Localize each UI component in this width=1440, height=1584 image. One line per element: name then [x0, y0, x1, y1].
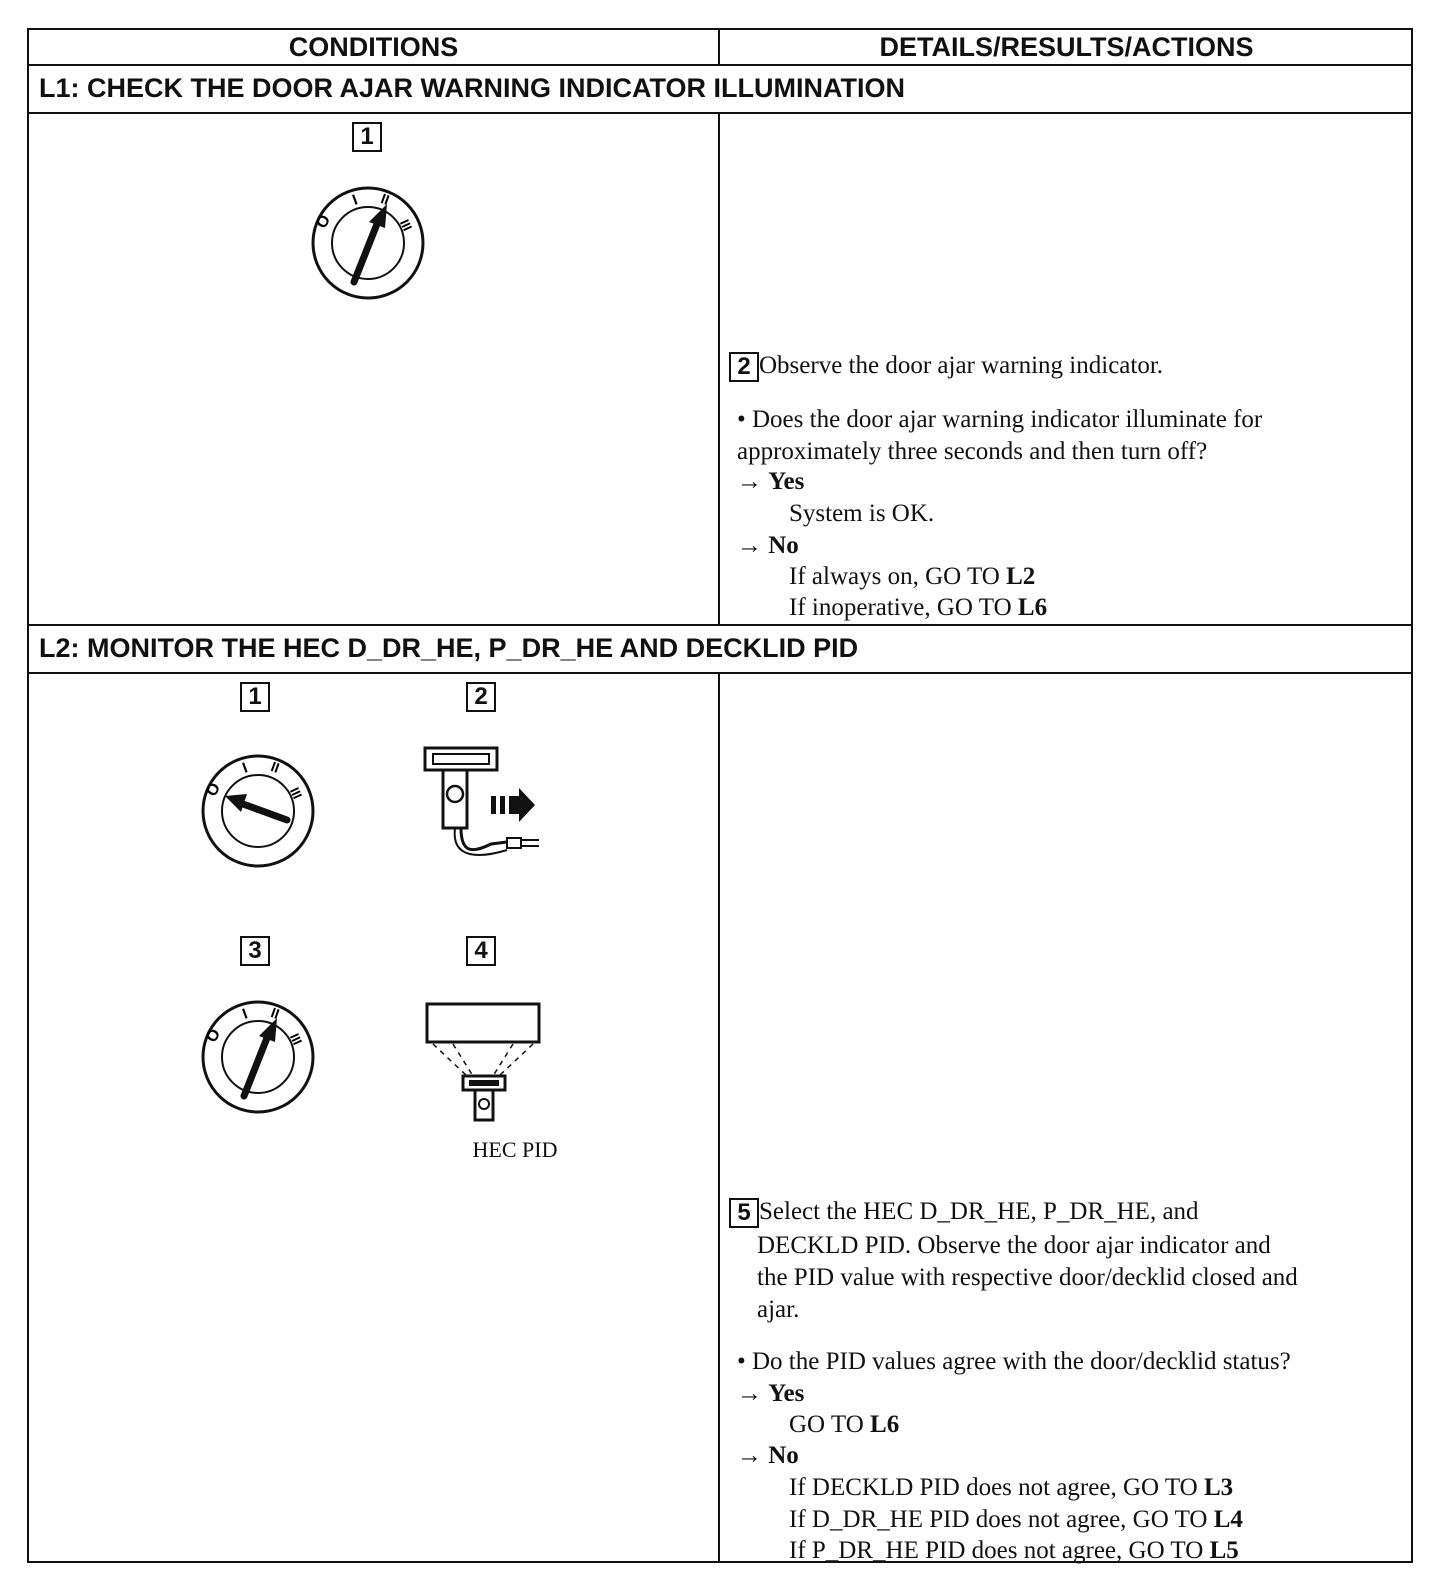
ignition-on-icon — [309, 184, 427, 302]
l2-step-2-box: 2 — [466, 682, 496, 712]
l2-no-line-1-text: If DECKLD PID does not agree, GO TO — [789, 1474, 1204, 1501]
l2-yes-ref: L6 — [870, 1411, 900, 1438]
ignition-on-icon-2 — [199, 998, 317, 1116]
svg-text:I: I — [240, 1005, 250, 1023]
l2-no-line-1 — [789, 1472, 1233, 1504]
l2-question: • Do the PID values agree with the door/decklid status? — [737, 1348, 1291, 1375]
conditions-header: CONDITIONS — [288, 32, 459, 62]
l2-no-label: No — [768, 1442, 799, 1469]
svg-text:I: I — [350, 191, 360, 209]
l2-section-title: L2: MONITOR THE HEC D_DR_HE, P_DR_HE AND DECKLID PID — [29, 626, 1411, 674]
l1-no-label: No — [768, 532, 799, 559]
l1-no-line-1-ref: L2 — [1006, 563, 1036, 590]
l2-step-5 — [729, 1196, 1399, 1228]
l2-step-5-line-4: ajar. — [757, 1296, 800, 1323]
l2-no-line-2-ref: L4 — [1213, 1506, 1243, 1533]
ignition-off-icon — [199, 752, 317, 870]
l2-no-line-2-text: If D_DR_HE PID does not agree, GO TO — [789, 1506, 1214, 1533]
l2-no-line-1-ref: L3 — [1203, 1474, 1234, 1501]
svg-text:I: I — [240, 759, 250, 777]
svg-text:III: III — [286, 784, 306, 802]
l1-no-line-1-text: If always on, GO TO — [789, 563, 1007, 590]
l1-step-2-box: 2 — [729, 352, 759, 382]
l1-yes-row: → Yes — [737, 468, 805, 495]
l2-no-line-3-ref: L5 — [1209, 1537, 1239, 1564]
l1-no-line-1 — [789, 561, 1035, 593]
l2-yes-text: GO TO — [789, 1411, 871, 1438]
l2-step-5-line-1: Select the HEC D_DR_HE, P_DR_HE, and — [759, 1198, 1199, 1225]
l1-yes-label: Yes — [768, 468, 805, 495]
svg-text:O: O — [313, 212, 335, 232]
column-divider — [718, 674, 720, 1563]
svg-text:O: O — [203, 780, 225, 800]
l2-step-5-line-3: the PID value with respective door/decklid closed and — [757, 1264, 1298, 1291]
l2-no-line-3-text: If P_DR_HE PID does not agree, GO TO — [789, 1537, 1210, 1564]
l2-step-3-box: 3 — [240, 936, 270, 966]
l2-step-1-box: 1 — [240, 682, 270, 712]
diagnostic-table — [27, 28, 1413, 1563]
l2-yes-row: → Yes — [737, 1380, 805, 1407]
hec-pid-caption: HEC PID — [472, 1137, 558, 1162]
l1-step-2-text: Observe the door ajar warning indicator. — [759, 352, 1164, 379]
l2-body — [29, 674, 1411, 1563]
l1-no-line-2 — [789, 592, 1047, 624]
l1-no-row: → No — [737, 532, 799, 559]
l2-step-5-line-2: DECKLD PID. Observe the door ajar indicator and — [757, 1232, 1271, 1259]
l2-yes-label: Yes — [768, 1380, 805, 1407]
svg-text:II: II — [268, 758, 282, 776]
column-divider — [718, 114, 720, 624]
l2-step-4-box: 4 — [466, 936, 496, 966]
svg-text:II: II — [378, 190, 392, 208]
l2-yes-line — [789, 1409, 899, 1441]
column-divider — [718, 30, 720, 64]
svg-text:III: III — [286, 1030, 306, 1048]
svg-text:O: O — [203, 1026, 225, 1046]
scan-tool-monitor-icon — [423, 1000, 543, 1124]
l2-no-line-3 — [789, 1535, 1239, 1567]
l1-no-line-2-ref: L6 — [1017, 594, 1048, 621]
scan-tool-connect-icon — [421, 744, 561, 864]
l2-no-row: → No — [737, 1442, 799, 1469]
l2-no-line-2 — [789, 1504, 1243, 1536]
l1-step-2 — [729, 350, 1399, 382]
l1-body — [29, 114, 1411, 626]
l1-yes-text: System is OK. — [789, 500, 935, 527]
l2-step-5-box: 5 — [729, 1198, 759, 1228]
column-header-row — [29, 30, 1411, 66]
l1-section-title: L1: CHECK THE DOOR AJAR WARNING INDICATOR ILLUMINATION — [29, 66, 1411, 114]
details-header: DETAILS/RESULTS/ACTIONS — [879, 32, 1254, 62]
l1-no-line-2-text: If inoperative, GO TO — [789, 594, 1018, 621]
l1-step-1-box: 1 — [352, 122, 382, 152]
svg-text:II: II — [268, 1004, 282, 1022]
l1-question: • Does the door ajar warning indicator illuminate for approximately three seconds and then turn off? — [737, 406, 1263, 465]
svg-text:III: III — [396, 216, 416, 234]
